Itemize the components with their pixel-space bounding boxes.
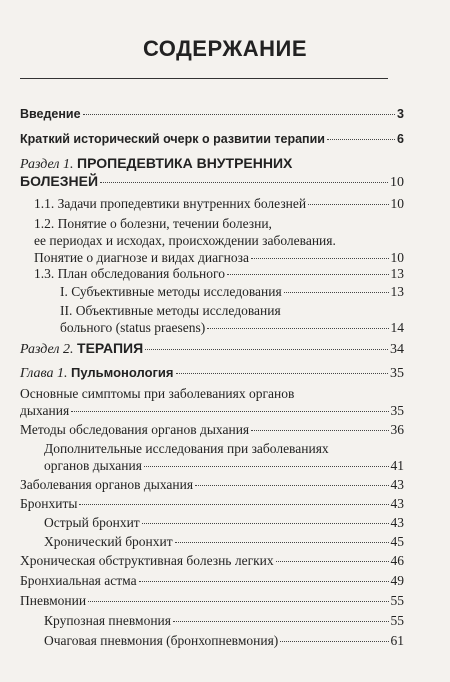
chapter-prefix: Глава 1. [20, 366, 68, 381]
toc-entry-chronic-bronchitis[interactable] [44, 533, 404, 550]
toc-label: ТЕРАПИЯ [77, 340, 144, 356]
toc-entry-additional-research[interactable] [44, 440, 404, 474]
toc-label: Хронический бронхит [44, 534, 173, 549]
toc-entry-chapter-1[interactable] [20, 364, 404, 382]
leader-dots [83, 114, 395, 115]
toc-page-number: 36 [390, 422, 404, 437]
toc-label-line: II. Объективные методы исследования [60, 303, 281, 318]
toc-page-number: 14 [390, 320, 404, 335]
toc-entry-focal-pneumonia[interactable] [44, 632, 404, 649]
toc-label: Бронхиты [20, 496, 78, 511]
toc-label: Понятие о диагнозе и видах диагноза [34, 250, 249, 265]
toc-label-line: ее периодах и исходах, происхождении заболевания. [34, 233, 336, 248]
leader-dots [100, 182, 388, 183]
toc-page-number: 34 [390, 342, 404, 357]
toc-page-number: 6 [397, 132, 404, 146]
leader-dots [145, 349, 388, 350]
toc-page-number: 46 [390, 553, 404, 568]
section-prefix: Раздел 1. [20, 157, 74, 172]
leader-dots [71, 411, 388, 412]
toc-label-line: Дополнительные исследования при заболеваниях [44, 441, 329, 456]
toc-label: 1.1. Задачи пропедевтики внутренних болезней [34, 196, 307, 211]
toc-entry-history[interactable] [20, 131, 404, 148]
leader-dots [227, 274, 389, 275]
leader-dots [195, 485, 388, 486]
toc-page-number: 10 [390, 175, 404, 190]
toc-label: Острый бронхит [44, 515, 140, 530]
toc-label: Введение [20, 107, 81, 121]
toc-entry-lobar-pneumonia[interactable] [44, 612, 404, 629]
toc-entry-subjective-methods[interactable] [60, 283, 404, 300]
toc-page-number: 35 [390, 366, 404, 381]
toc-label: I. Субъективные методы исследования [60, 284, 282, 299]
toc-label: Пульмонология [70, 365, 174, 380]
leader-dots [175, 542, 389, 543]
toc-entry-examination-methods[interactable] [20, 421, 404, 438]
leader-dots [144, 466, 389, 467]
toc-page-number: 10 [390, 196, 404, 211]
toc-entry-main-symptoms[interactable] [20, 385, 404, 419]
toc-entry-bronchitis[interactable] [20, 495, 404, 512]
toc-label: Пневмонии [20, 593, 87, 608]
leader-dots [142, 523, 389, 524]
toc-label: больного (status praesens) [60, 320, 206, 335]
toc-entry-respiratory-diseases[interactable] [20, 476, 404, 493]
leader-dots [139, 581, 389, 582]
toc-page-number: 55 [390, 613, 404, 628]
toc-label: органов дыхания [44, 458, 142, 473]
toc-label: 1.3. План обследования больного [34, 266, 225, 281]
title-rule [20, 78, 388, 79]
toc-label: Краткий исторический очерк о развитии терапии [20, 132, 325, 146]
toc-entry-section-1[interactable] [20, 155, 404, 191]
toc-entry-introduction[interactable] [20, 106, 404, 123]
toc-page-number: 43 [390, 477, 404, 492]
toc-page-number: 35 [390, 403, 404, 418]
leader-dots [308, 204, 388, 205]
leader-dots [79, 504, 388, 505]
toc-page-number: 45 [390, 534, 404, 549]
toc-page-number: 43 [390, 515, 404, 530]
toc-entry-acute-bronchitis[interactable] [44, 514, 404, 531]
toc-entry-section-2[interactable] [20, 340, 404, 358]
leader-dots [176, 373, 388, 374]
toc-label: Очаговая пневмония (бронхопневмония) [44, 633, 279, 648]
toc-entry-1-1[interactable] [34, 195, 404, 212]
section-prefix: Раздел 2. [20, 342, 74, 357]
toc-entry-asthma[interactable] [20, 572, 404, 589]
toc-page-number: 10 [390, 250, 404, 265]
toc-label-line: 1.2. Понятие о болезни, течении болезни, [34, 216, 272, 231]
page-title: СОДЕРЖАНИЕ [142, 36, 308, 61]
toc-page-number: 49 [390, 573, 404, 588]
leader-dots [280, 641, 388, 642]
toc-entry-1-3[interactable] [34, 265, 404, 282]
toc-page-number: 61 [390, 633, 404, 648]
toc-label: Заболевания органов дыхания [20, 477, 194, 492]
toc-page-number: 43 [390, 496, 404, 511]
toc-entry-copd[interactable] [20, 552, 404, 569]
leader-dots [88, 601, 388, 602]
leader-dots [173, 621, 389, 622]
leader-dots [327, 139, 395, 140]
toc-page-number: 3 [397, 107, 404, 121]
leader-dots [207, 328, 388, 329]
toc-page-number: 55 [390, 593, 404, 608]
toc-page-number: 13 [390, 266, 404, 281]
toc-label: Методы обследования органов дыхания [20, 422, 250, 437]
toc-label: Бронхиальная астма [20, 573, 137, 588]
toc-label: дыхания [20, 403, 70, 418]
leader-dots [284, 292, 389, 293]
leader-dots [251, 258, 389, 259]
toc-entry-pneumonia[interactable] [20, 592, 404, 609]
toc-entry-objective-methods[interactable] [60, 302, 404, 336]
toc-page-number: 41 [390, 458, 404, 473]
toc-page-number: 13 [390, 284, 404, 299]
toc-label: Крупозная пневмония [44, 613, 171, 628]
leader-dots [251, 430, 388, 431]
toc-label: БОЛЕЗНЕЙ [20, 173, 99, 189]
toc-entry-1-2[interactable] [34, 215, 404, 266]
toc-label: Хроническая обструктивная болезнь легких [20, 553, 274, 568]
leader-dots [276, 561, 389, 562]
toc-label-line: ПРОПЕДЕВТИКА ВНУТРЕННИХ [77, 155, 293, 171]
toc-label-line: Основные симптомы при заболеваниях органов [20, 386, 295, 401]
